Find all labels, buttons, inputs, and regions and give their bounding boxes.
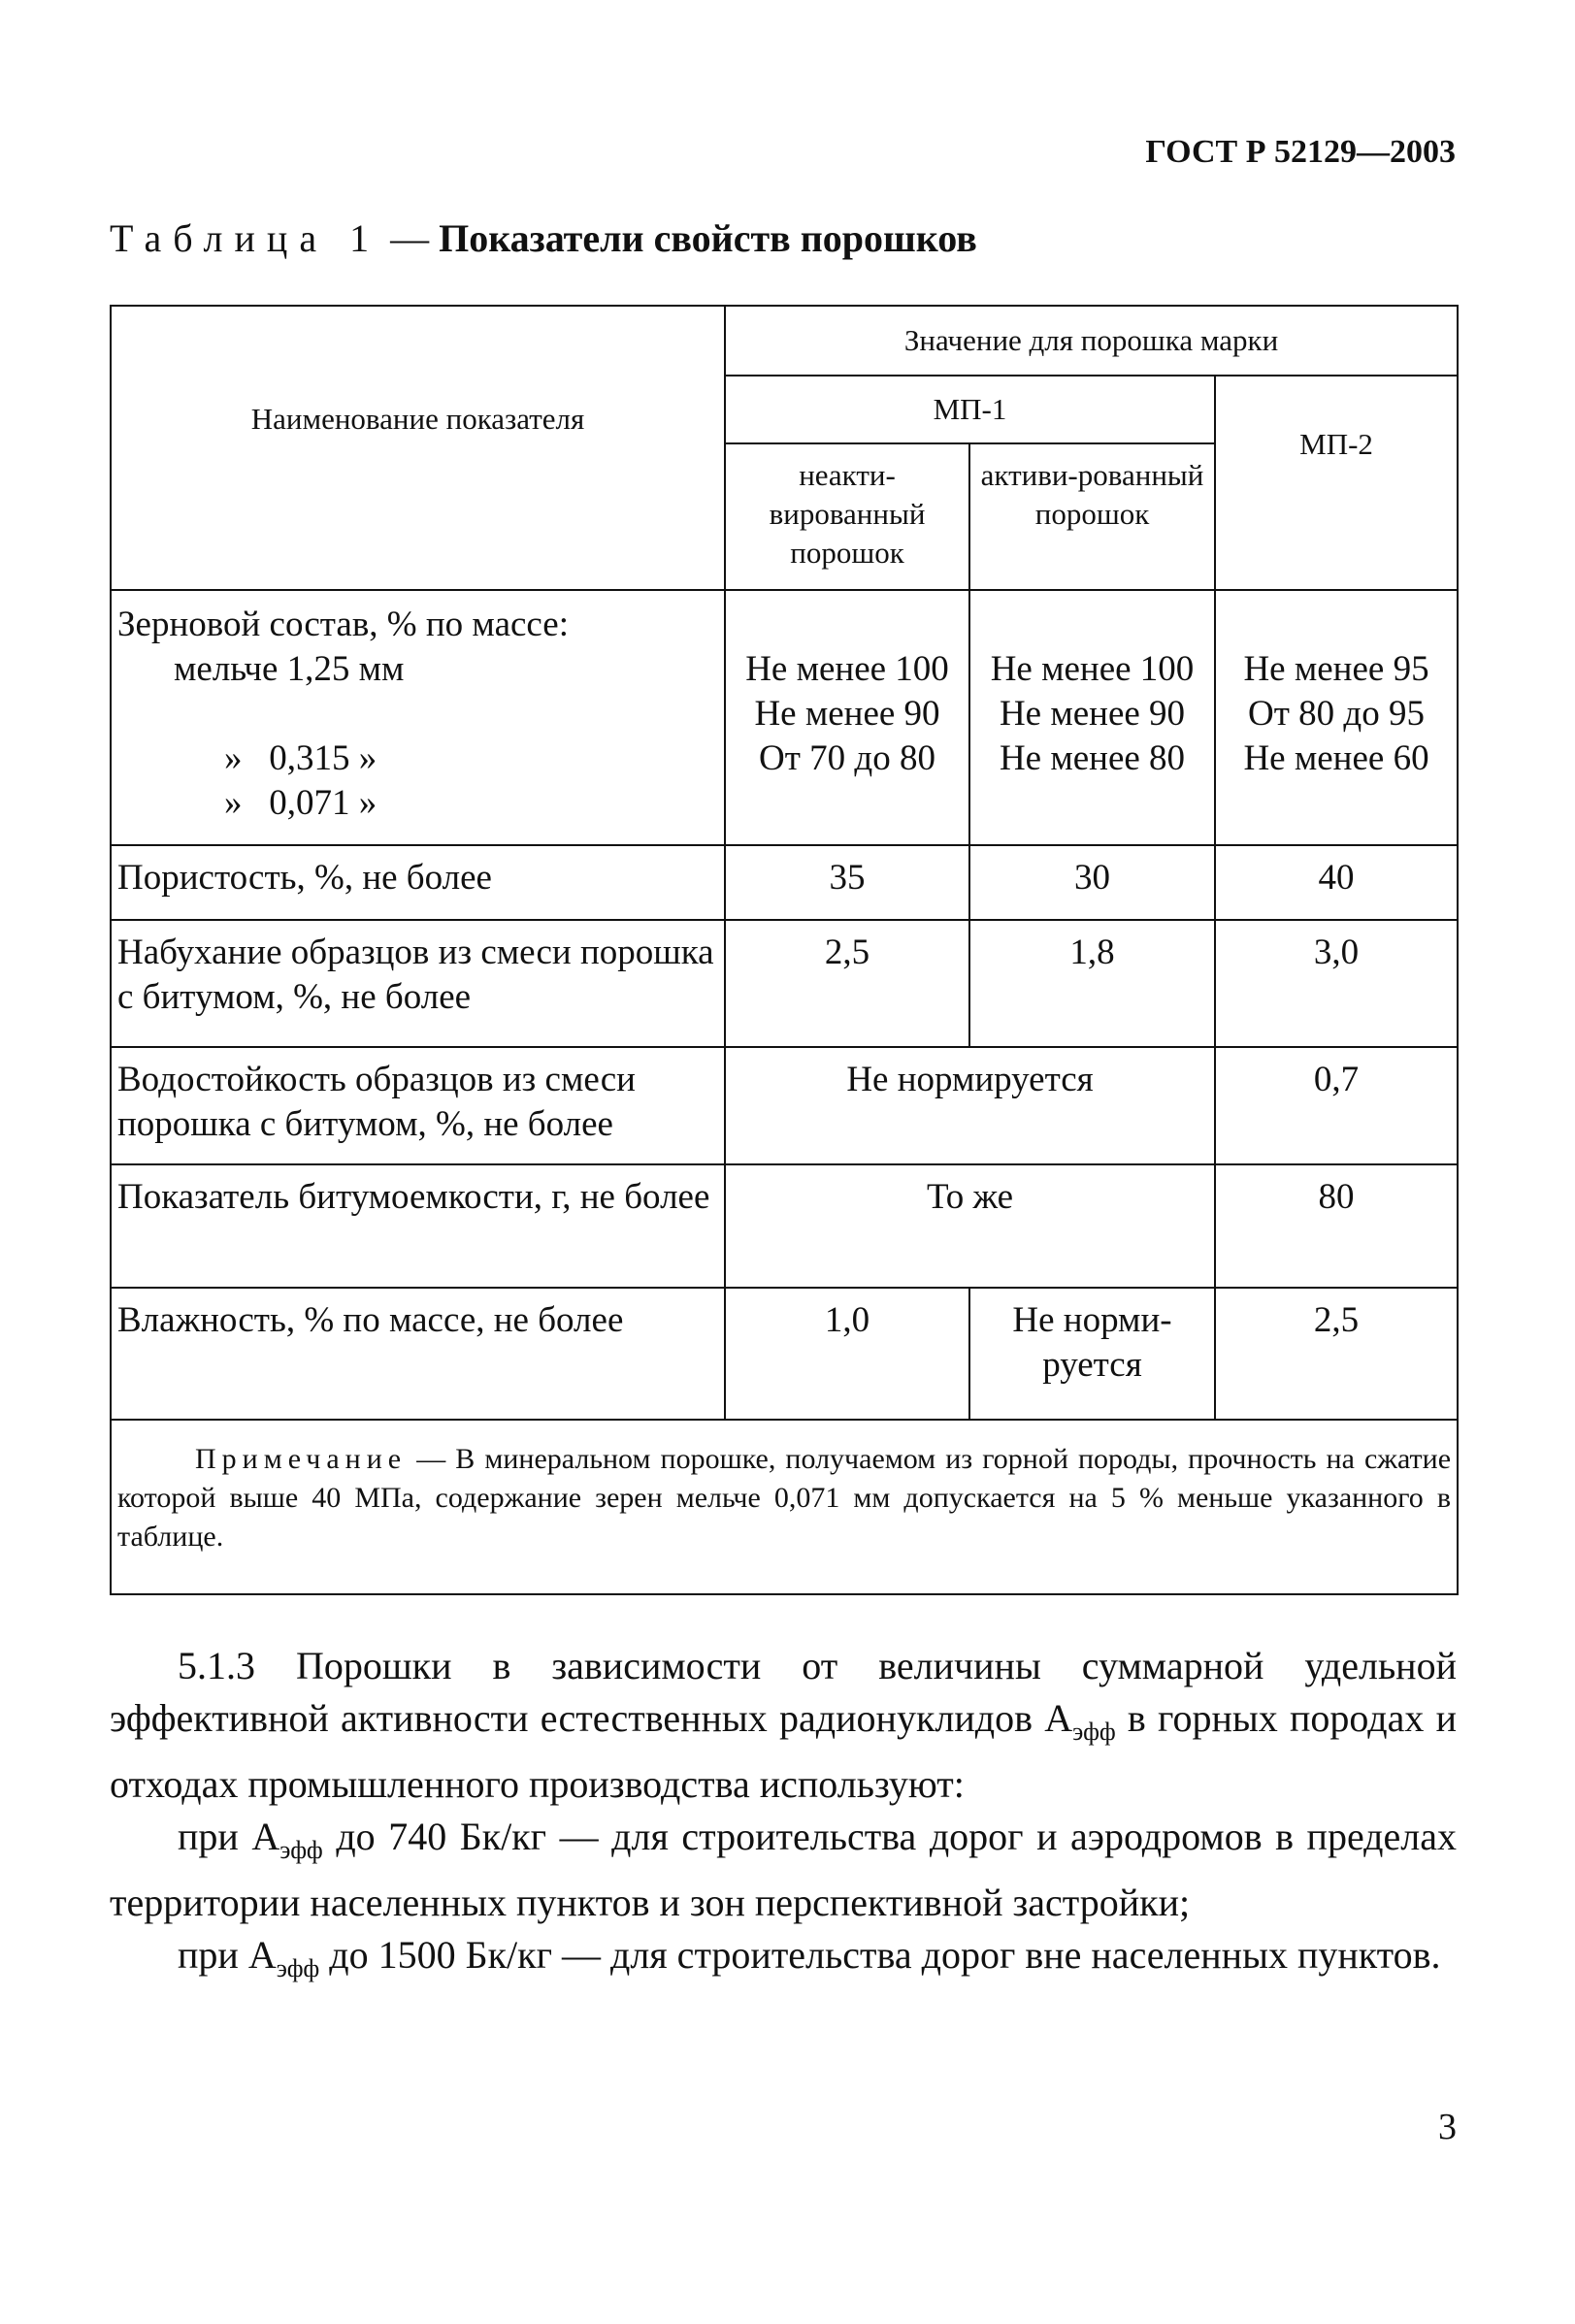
row-sub: » 0,071 »: [224, 783, 377, 823]
dash: —: [380, 216, 440, 260]
cell: Не менее 80: [999, 738, 1186, 778]
header-mp2: МП-2: [1215, 376, 1458, 590]
cell: Не норми-руется: [969, 1288, 1215, 1420]
cell: От 70 до 80: [759, 738, 935, 778]
cell: Не менее 100: [990, 649, 1195, 689]
table-note: [111, 1420, 1458, 1594]
header-mp1-activated: активи-рованный порошок: [969, 443, 1215, 590]
header-value-group: Значение для порошка марки: [725, 306, 1458, 376]
paragraph: 5.1.3 Порошки в зависимости от величины суммарной удельной эффективной активности естественных радионуклидов $А_{эфф}$ в горных породах и отходах промышленного производства используют:: [110, 1644, 1457, 1806]
cell: 1,0: [725, 1288, 969, 1420]
header-mp1-nonactivated: неакти-вированный порошок: [725, 443, 969, 590]
paragraph: при $А_{эфф}$ до 1500 Бк/кг — для строительства дорог вне населенных пунктов.: [178, 1933, 1441, 1982]
row-name: Показатель битумоемкости, г, не более: [111, 1164, 725, 1288]
table-row: [111, 845, 1458, 920]
page-number: 3: [1438, 2107, 1457, 2147]
properties-table: [110, 305, 1459, 1595]
row-sub: » 0,315 »: [224, 738, 377, 778]
table-row: [111, 1288, 1458, 1420]
table-row: [111, 590, 1458, 845]
table-title-text: Показатели свойств порошков: [439, 216, 977, 260]
cell: 3,0: [1215, 920, 1458, 1047]
header-mp1: МП-1: [725, 376, 1215, 443]
cell: То же: [725, 1164, 1215, 1288]
cell: 80: [1215, 1164, 1458, 1288]
table-label: Таблица 1: [110, 216, 381, 260]
cell: 2,5: [725, 920, 969, 1047]
note-text: — В минеральном порошке, получаемом из горной породы, прочность на сжатие которой выше 40 МПа, содержание зерен мельче 0,071 мм допускается на 5 % меньше указанного в таблице.: [117, 1443, 1452, 1553]
cell: Не менее 95: [1243, 649, 1429, 689]
standard-header: ГОСТ Р 52129—2003: [1145, 134, 1456, 170]
paragraph: при $А_{эфф}$ до 740 Бк/кг — для строительства дорог и аэродромов в пределах территории населенных пунктов и зон перспективной застройки;: [110, 1815, 1457, 1924]
row-name: Водостойкость образцов из смеси порошка с битумом, %, не более: [111, 1047, 725, 1164]
cell: 35: [725, 845, 969, 920]
cell: Не нормируется: [725, 1047, 1215, 1164]
cell: 40: [1215, 845, 1458, 920]
row-sub: мельче 1,25 мм: [174, 649, 405, 689]
body-text: [110, 1640, 1457, 1995]
cell: 2,5: [1215, 1288, 1458, 1420]
cell: 1,8: [969, 920, 1215, 1047]
row-name: Пористость, %, не более: [111, 845, 725, 920]
table-row: [111, 1164, 1458, 1288]
header-name: Наименование показателя: [111, 306, 725, 590]
cell: Не менее 100: [745, 649, 949, 689]
row-name: Набухание образцов из смеси порошка с битумом, %, не более: [111, 920, 725, 1047]
cell: Не менее 60: [1243, 738, 1429, 778]
cell: 0,7: [1215, 1047, 1458, 1164]
cell: Не менее 90: [999, 694, 1186, 734]
row-name: Зерновой состав, % по массе:: [117, 605, 570, 644]
cell: Не менее 90: [754, 694, 940, 734]
table-title: [110, 215, 977, 261]
table-row: [111, 1047, 1458, 1164]
row-name: Влажность, % по массе, не более: [111, 1288, 725, 1420]
table-row: [111, 920, 1458, 1047]
cell: От 80 до 95: [1248, 694, 1425, 734]
note-label: Примечание: [195, 1443, 408, 1475]
cell: 30: [969, 845, 1215, 920]
